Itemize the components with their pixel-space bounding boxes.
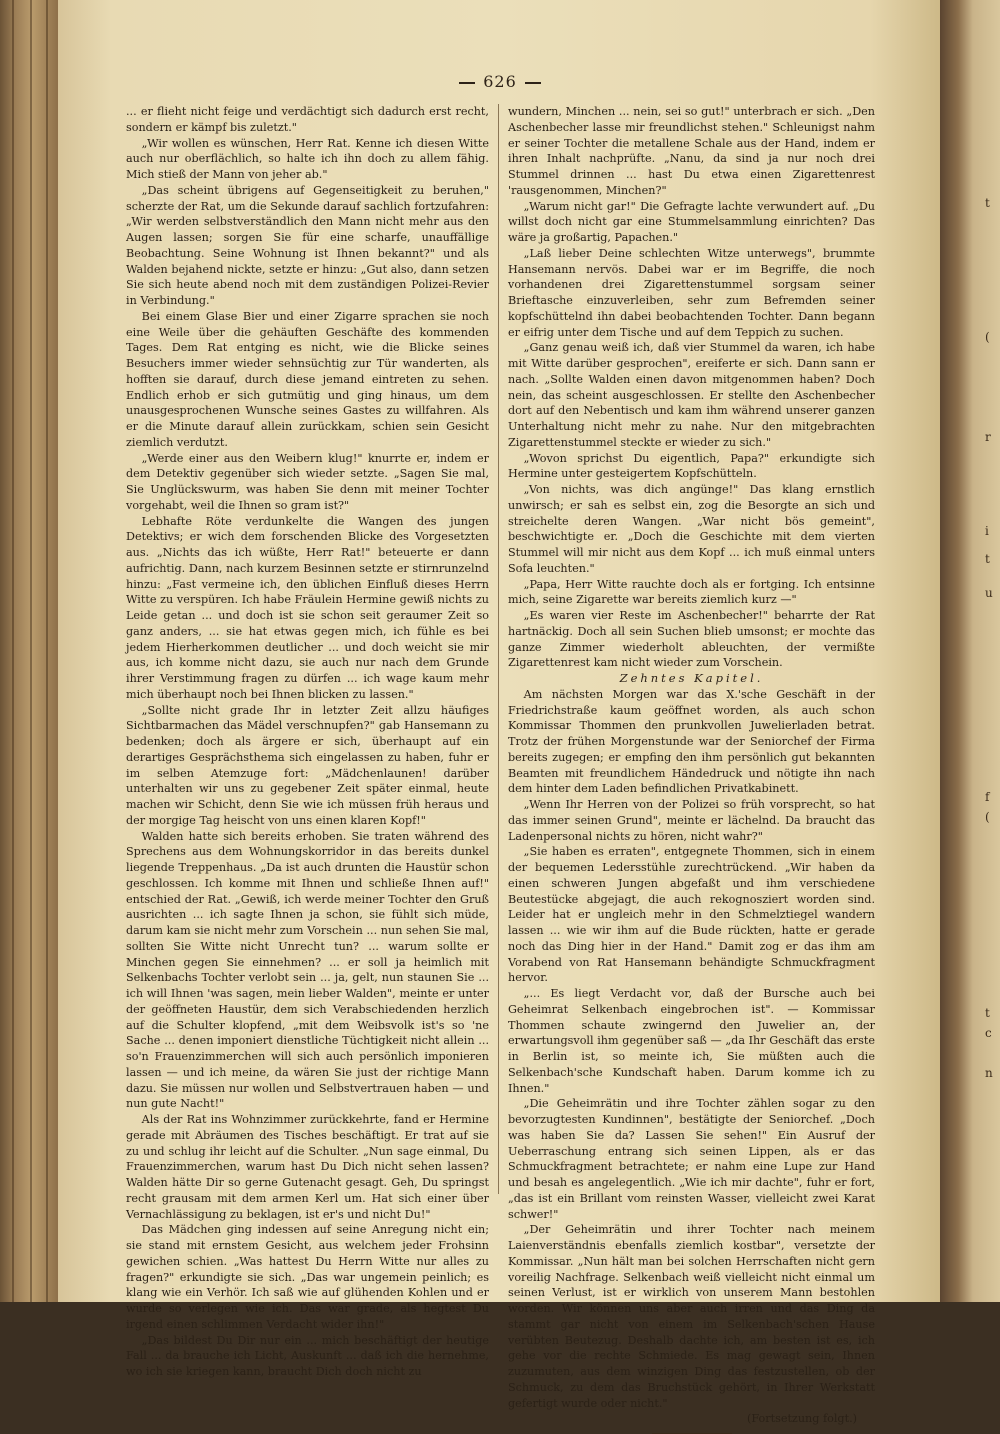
paragraph: Walden hatte sich bereits erhoben. Sie traten während des Sprechens aus dem Wohnungskorridor in das bereits dunkel liegende Treppenhaus. „Da ist auch drunten die Haustür schon geschlossen. Ich komme mit Ihnen und schließe Ihnen auf!" entschied der Rat. „Gewiß, ich werde meiner Tochter den Gruß ausrichten ... ich sagte Ihnen ja schon, sie fühlt sich müde, darum kam sie nicht mehr zum Vorschein ... nun sehen Sie mal, sollten Sie Witte nicht Unrecht tun? ... warum sollte er Minchen gegen Sie einnehmen? ... er soll ja heimlich mit Selkenbachs Tochter verlobt sein ... ja, gelt, nun staunen Sie ... ich will Ihnen 'was sagen, mein lieber Walden", meinte er unter der geöffneten Haustür, dem sich Verabschiedenden herzlich auf die Schulter klopfend, „mit dem Weibsvolk ist's so 'ne Sache ... denen imponiert dienstliche Tüchtigkeit nicht allein ... so'n Frauenzimmerchen will sich auch persönlich imponieren lassen — und ich meine, da wären Sie just der richtige Mann dazu. Sie müssen nur wollen und Selbstvertrauen haben — und nun gute Nacht!" <box>126 829 489 1111</box>
paragraph: „Es waren vier Reste im Aschenbecher!" beharrte der Rat hartnäckig. Doch all sein Suchen blieb umsonst; er mochte das ganze Zimmer wiederholt ableuchten, der vermißte Zigarettenrest kam nicht wieder zum Vorschein. <box>508 609 875 670</box>
paragraph: „... Es liegt Verdacht vor, daß der Bursche auch bei Geheimrat Selkenbach eingebrochen ist". — Kommissar Thommen schaute zwingernd den Juwelier an, der erwartungsvoll ihm gegenüber saß — „da Ihr Geschäft das erste in Berlin ist, so meinte ich, Sie müßten auch die Selkenbach'sche Kundschaft haben. Darum komme ich zu Ihnen." <box>508 987 875 1095</box>
paragraph: „Papa, Herr Witte rauchte doch als er fortging. Ich entsinne mich, seine Zigarette war bereits ziemlich kurz —" <box>508 577 875 607</box>
paragraph: „Das bildest Du Dir nur ein ... mich beschäftigt der heutige Fall ... da brauche ich Licht, Auskunft ... daß ich die hernehme, wo ich sie kriegen kann, braucht Dich doch nicht zu <box>126 1333 489 1378</box>
edge-fragment: r <box>985 430 991 444</box>
paragraph: „Wir wollen es wünschen, Herr Rat. Kenne ich diesen Witte auch nur oberflächlich, so halte ich ihn doch zu allem fähig. Mich stieß der Mann von jeher ab." <box>126 136 489 181</box>
paragraph: „Wovon sprichst Du eigentlich, Papa?" erkundigte sich Hermine unter gesteigertem Kopfschütteln. <box>508 451 875 481</box>
page-number-value: 626 <box>483 72 517 91</box>
paragraph: Als der Rat ins Wohnzimmer zurückkehrte, fand er Hermine gerade mit Abräumen des Tisches beschäftigt. Er trat auf sie zu und schlug ihr leicht auf die Schulter. „Nun sage einmal, Du Frauenzimmerchen, warum hast Du Dich nicht sehen lassen? Walden hätte Dir so gerne Gutenacht gesagt. Geh, Du springst recht grausam mit dem armen Kerl um. Hat sich einer über Vernachlässigung zu beklagen, ist er's und nicht Du!" <box>126 1113 489 1221</box>
paragraph: „Von nichts, was dich angünge!" Das klang ernstlich unwirsch; er sah es selbst ein, zog die Besorgte an sich und streichelte deren Wangen. „War nicht bös gemeint", beschwichtigte er. „Doch die Geschichte mit dem vierten Stummel will mir nicht aus dem Kopf ... ich muß einmal unters Sofa leuchten." <box>508 483 875 575</box>
paragraph: Lebhafte Röte verdunkelte die Wangen des jungen Detektivs; er wich dem forschenden Blicke des Vorgesetzten aus. „Nichts das ich wüßte, Herr Rat!" beteuerte er dann aufrichtig. Dann, nach kurzem Besinnen setzte er stirnrunzelnd hinzu: „Fast vermeine ich, den üblichen Einfluß dieses Herrn Witte zu verspüren. Ich habe Fräulein Hermine gewiß nichts zu Leide getan ... und doch ist sie schon seit geraumer Zeit so ganz anders, ... sie hat etwas gegen mich, ich fühle es bei jedem Hierherkommen deutlicher ... und doch weicht sie mir aus, ich komme nicht dazu, sie auch nur nach dem Grunde ihrer Verstimmung fragen zu dürfen ... ich wage kaum mehr mich überhaupt noch bei Ihnen blicken zu lassen." <box>126 514 489 701</box>
edge-fragment: ( <box>985 810 990 824</box>
chapter-heading: Zehntes Kapitel. <box>619 671 764 685</box>
paragraph: wundern, Minchen ... nein, sei so gut!" unterbrach er sich. „Den Aschenbecher lasse mir freundlichst stehen." Schleunigst nahm er seiner Tochter die metallene Schale aus der Hand, indem er ihren Inhalt nachprüfte. „Nanu, da sind ja nur noch drei Stummel drinnen ... hast Du etwa einen Zigarettenrest 'rausgenommen, Minchen?" <box>508 105 875 197</box>
edge-fragment: t <box>985 1006 990 1020</box>
paragraph: Das Mädchen ging indessen auf seine Anregung nicht ein; sie stand mit ernstem Gesicht, aus welchem jeder Frohsinn gewichen schien. „Was hattest Du Herrn Witte nur alles zu fragen?" erkundigte sie sich. „Das war ungemein peinlich; es klang wie ein Verhör. Ich saß wie auf glühenden Kohlen und er wurde so verlegen wie ich. Das war grade, als hegtest Du irgend einen schlimmen Verdacht wider ihn!" <box>126 1223 489 1331</box>
edge-fragment: i <box>985 524 989 538</box>
paragraph: „Der Geheimrätin und ihrer Tochter nach meinem Laienverständnis ebenfalls ziemlich kostbar", versetzte der Kommissar. „Nun hält man bei solchen Herrschaften nicht gern voreilig Nachfrage. Selkenbach weiß vielleicht nicht einmal um seinen Verlust, ist er wirklich von unserem Mann bestohlen worden. Wir können uns aber auch irren und das Ding da stammt gar nicht von einem im Selkenbach'schen Hause verübten Beutezug. Deshalb dachte ich, am besten ist es, ich gehe vor die rechte Schmiede. Es mag gewagt sein, Ihnen zuzumuten, aus dem winzigen Ding das festzustellen, ob der Schmuck, zu dem das Bruchstück gehört, in Ihrer Werkstatt gefertigt wurde oder nicht." <box>508 1223 875 1410</box>
paragraph: Bei einem Glase Bier und einer Zigarre sprachen sie noch eine Weile über die gehäuften Geschäfte des kommenden Tages. Dem Rat entging es nicht, wie die Blicke seines Besuchers immer wieder sehnsüchtig zur Tür wanderten, als hofften sie darauf, durch diese jemand eintreten zu sehen. Endlich erhob er sich gutmütig und ging hinaus, um dem unausgesprochenen Wunsche seines Gastes zu willfahren. Als er die Minute darauf allein zurückkam, schien sein Gesicht ziemlich verdutzt. <box>126 309 489 449</box>
edge-fragment: t <box>985 552 990 566</box>
page-number <box>0 72 1000 91</box>
continuation-note: (Fortsetzung folgt.) <box>746 1412 857 1426</box>
paragraph: „Warum nicht gar!" Die Gefragte lachte verwundert auf. „Du willst doch nicht gar eine Stummelsammlung einrichten? Das wäre ja großartig, Papachen." <box>508 199 875 244</box>
right-column <box>508 104 875 1434</box>
edge-fragment: c <box>985 1026 992 1040</box>
edge-fragment: u <box>985 586 993 600</box>
edge-fragment: ( <box>985 330 990 344</box>
next-page-text-fragments <box>955 0 1000 1302</box>
paragraph: „Das scheint übrigens auf Gegenseitigkeit zu beruhen," scherzte der Rat, um die Sekunde darauf sachlich fortzufahren: „Wir werden selbstverständlich den Mann nicht mehr aus den Augen lassen; sorgen Sie für eine scharfe, unauffällige Beobachtung. Seine Wohnung ist Ihnen bekannt?" und als Walden bejahend nickte, setzte er hinzu: „Gut also, dann setzen Sie sich heute abend noch mit dem zuständigen Polizei-Revier in Verbindung." <box>126 183 489 307</box>
paragraph: „Sie haben es erraten", entgegnete Thommen, sich in einem der bequemen Ledersstühle zurechtrückend. „Wir haben da einen schweren Jungen abgefaßt und ihm verschiedene Beutestücke abgejagt, die auch rekognosziert worden sind. Leider hat er ungleich mehr in den Schmelztiegel wandern lassen ... wie wir ihm auf die Bude rückten, hatte er gerade noch das Ding hier in der Hand." Damit zog er das ihm am Vorabend von Rat Hansemann behändigte Schmuckfragment hervor. <box>508 845 875 985</box>
paragraph: „Werde einer aus den Weibern klug!" knurrte er, indem er dem Detektiv gegenüber sich wieder setzte. „Sagen Sie mal, Sie Unglückswurm, was haben Sie denn mit meiner Tochter vorgehabt, weil die Ihnen so gram ist?" <box>126 451 489 512</box>
paragraph: Am nächsten Morgen war das X.'sche Geschäft in der Friedrichstraße kaum geöffnet worden, als auch schon Kommissar Thommen den prunkvollen Juwelierladen betrat. Trotz der frühen Morgenstunde war der Seniorchef der Firma bereits zugegen; er empfing den ihm persönlich gut bekannten Beamten mit freundlichem Händedruck und nötigte ihn nach dem hinter dem Laden befindlichen Privatkabinett. <box>508 687 875 796</box>
edge-fragment: t <box>985 196 990 210</box>
book-binding <box>0 0 58 1302</box>
paragraph: „Ganz genau weiß ich, daß vier Stummel da waren, ich habe mit Witte darüber gesprochen", ereiferte er sich. Dann sann er nach. „Sollte Walden einen davon mitgenommen haben? Doch nein, das scheint ausgeschlossen. Er stellte den Aschenbecher dort auf den Nebentisch und kam ihm während unserer ganzen Unterhaltung nicht mehr zu nahe. Nur den mitgebrachten Zigarettenstummel steckte er wieder zu sich." <box>508 341 875 449</box>
column-divider <box>498 104 499 1194</box>
paragraph: „Laß lieber Deine schlechten Witze unterwegs", brummte Hansemann nervös. Dabei war er im Begriffe, die noch vorhandenen drei Zigarettenstummel sorgsam seiner Brieftasche einzuverleiben, sehr zum Befremden seiner kopfschüttelnd ihn dabei beobachtenden Tochter. Dann begann er eifrig unter dem Tische und auf dem Teppich zu suchen. <box>508 246 875 339</box>
paragraph: „Sollte nicht grade Ihr in letzter Zeit allzu häufiges Sichtbarmachen das Mädel verschnupfen?" gab Hansemann zu bedenken; doch als ärgere er sich, überhaupt auf ein derartiges Gesprächsthema sich eingelassen zu haben, fuhr er im selben Atemzuge fort: „Mädchenlaunen! darüber unterhalten wir uns zu gegebener Zeit später einmal, heute machen wir Schicht, denn Sie wie ich müssen früh heraus und der morgige Tag heischt von uns einen klaren Kopf!" <box>126 703 489 827</box>
paragraph: „Wenn Ihr Herren von der Polizei so früh vorsprecht, so hat das immer seinen Grund", meinte er lächelnd. Da braucht das Ladenpersonal nichts zu hören, nicht wahr?" <box>508 798 875 843</box>
left-column <box>126 104 489 1380</box>
paragraph: „Die Geheimrätin und ihre Tochter zählen sogar zu den bevorzugtesten Kundinnen", bestätigte der Seniorchef. „Doch was haben Sie da? Lassen Sie sehen!" Ein Ausruf der Ueberraschung entrang sich seinen Lippen, als er das Schmuckfragment betrachtete; er nahm eine Lupe zur Hand und besah es angelegentlich. „Wie ich mir dachte", fuhr er fort, „das ist ein Brillant vom reinsten Wasser, vielleicht zwei Karat schwer!" <box>508 1097 875 1221</box>
edge-fragment: n <box>985 1066 993 1080</box>
edge-fragment: f <box>985 790 990 804</box>
right-column-part-two <box>508 687 875 1412</box>
paragraph: ... er flieht nicht feige und verdächtigt sich dadurch erst recht, sondern er kämpf bis zuletzt." <box>126 105 489 134</box>
right-column-part-one <box>508 104 875 671</box>
